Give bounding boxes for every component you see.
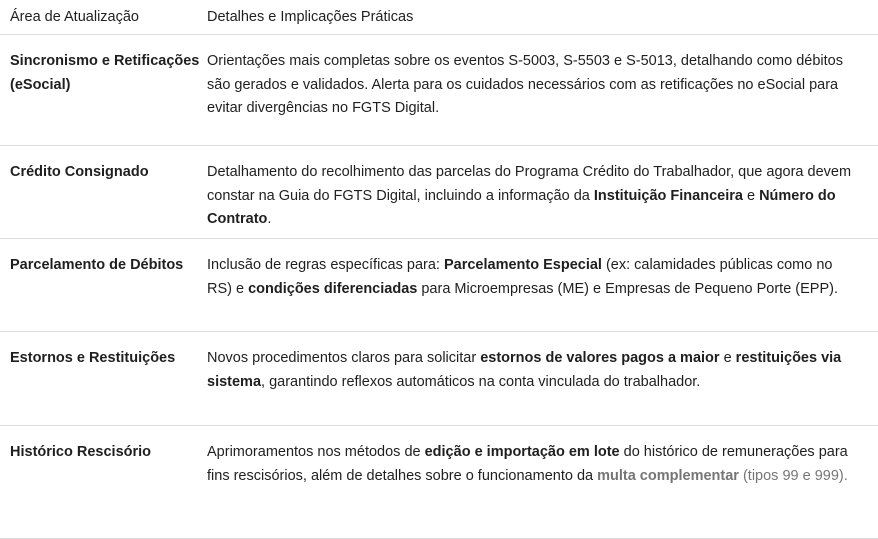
table-row xyxy=(0,34,878,145)
detail-bold: edição e importação em lote xyxy=(424,444,620,460)
detail-bold: estornos de valores pagos a maior xyxy=(480,350,720,366)
row-area: Crédito Consignado xyxy=(10,164,149,180)
detail-text: e xyxy=(719,350,736,366)
detail-text: Aprimoramentos nos métodos de xyxy=(207,444,425,460)
detail-bold: restituições via sistema xyxy=(207,350,842,390)
table-row xyxy=(0,331,878,425)
row-detail xyxy=(205,239,861,331)
table-row xyxy=(0,145,878,238)
detail-text: para Microempresas (ME) e Empresas de Pequeno Porte (EPP). xyxy=(417,280,838,297)
detail-bold-muted: multa complementar xyxy=(597,467,739,484)
detail-text-muted: (tipos 99 e 999). xyxy=(738,467,848,484)
detail-text: e xyxy=(742,187,760,204)
row-area: Parcelamento de Débitos xyxy=(10,257,184,273)
table-row xyxy=(0,425,878,539)
detail-text: do histórico de remunerações para fins rescisórios, além de detalhes sobre o funcionamento da xyxy=(207,444,848,484)
row-detail xyxy=(205,426,861,538)
row-area: Estornos e Restituições xyxy=(10,350,176,366)
row-area: Sincronismo e Retificações (eSocial) xyxy=(10,53,200,93)
detail-bold: Parcelamento Especial xyxy=(443,257,602,273)
detail-bold: condições diferenciadas xyxy=(248,280,418,297)
row-area: Histórico Rescisório xyxy=(10,444,152,460)
header-area: Área de Atualização xyxy=(10,9,139,25)
table-header xyxy=(0,0,878,34)
detail-text: Detalhamento do recolhimento das parcelas do Programa Crédito do Trabalhador, que agora devem constar na Guia do FGTS Digital, incluindo a informação da xyxy=(207,164,852,204)
detail-bold: Instituição Financeira xyxy=(593,187,743,204)
table-row xyxy=(0,238,878,331)
detail-bold: Número do Contrato xyxy=(207,187,836,227)
header-details: Detalhes e Implicações Práticas xyxy=(207,9,414,25)
detail-text: Novos procedimentos claros para solicitar xyxy=(207,350,481,366)
detail-text: Inclusão de regras específicas para: xyxy=(207,257,444,273)
row-detail xyxy=(205,146,861,238)
row-detail: Orientações mais completas sobre os eventos S-5003, S-5503 e S-5013, detalhando como débitos são gerados e validados. Alerta para os cuidados necessários com as retificações no eSocial para evitar divergências no FGTS Digital. xyxy=(207,53,843,116)
detail-text: . xyxy=(267,211,272,227)
detail-text: (ex: calamidades públicas como no RS) e xyxy=(207,257,833,297)
detail-text: , garantindo reflexos automáticos na conta vinculada do trabalhador. xyxy=(261,373,701,390)
row-detail xyxy=(205,332,861,425)
